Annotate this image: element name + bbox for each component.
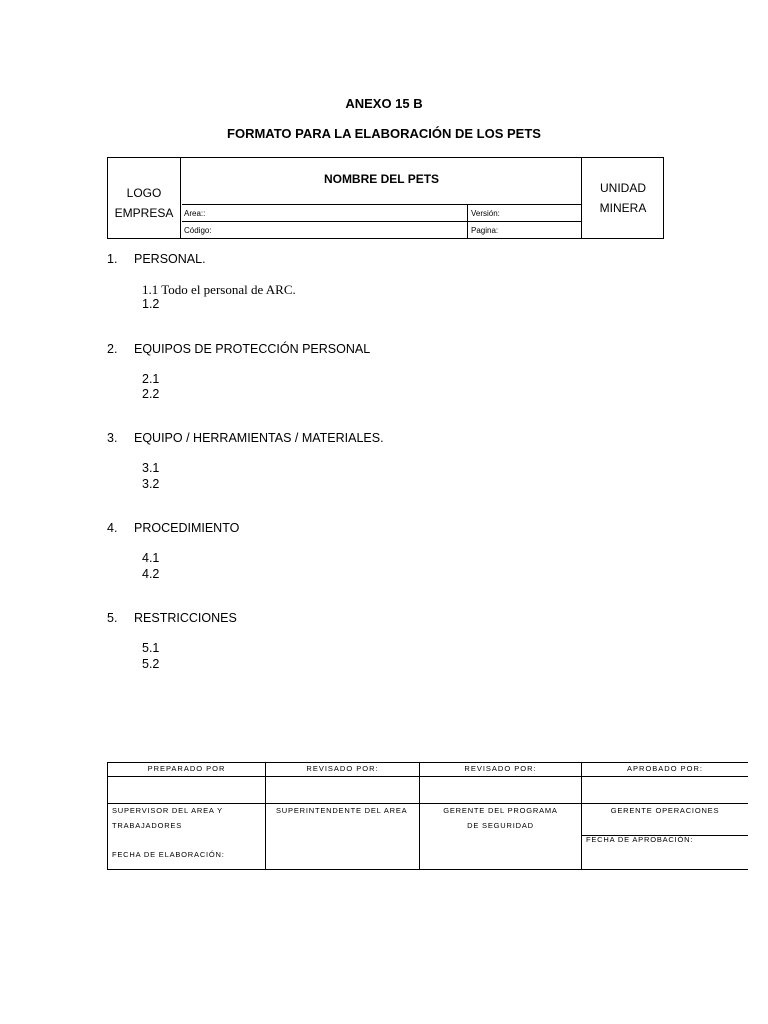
section-number: 2.: [107, 342, 118, 356]
unit-label: UNIDAD: [599, 181, 646, 195]
list-item: 4.2: [142, 567, 160, 581]
version-field: Versión:: [471, 209, 500, 218]
header-middle: [182, 158, 581, 238]
unit-cell: [581, 158, 664, 238]
section-label: PERSONAL.: [134, 252, 206, 266]
header-row-area: [182, 205, 581, 222]
list-item: 3.2: [142, 477, 160, 491]
approval-date: FECHA DE APROBACIÓN:: [586, 835, 694, 844]
list-item: 5.1: [142, 641, 160, 655]
reviewed-role-2a: GERENTE DEL PROGRAMA: [443, 806, 558, 815]
list-item: 1.1 Todo el personal de ARC.: [142, 282, 296, 297]
signature-table: [107, 762, 748, 870]
section-equipment: [0, 431, 768, 447]
section-number: 4.: [107, 521, 118, 535]
approved-role: GERENTE OPERACIONES: [610, 806, 720, 815]
reviewed-header-2: REVISADO POR:: [464, 764, 537, 773]
company-label: EMPRESA: [114, 206, 174, 220]
elaboration-date: FECHA DE ELABORACIÓN:: [112, 850, 225, 859]
list-item: 3.1: [142, 461, 160, 475]
prepared-column: [108, 763, 266, 869]
reviewed-role-1: SUPERINTENDENTE DEL AREA: [276, 806, 408, 815]
section-label: PROCEDIMIENTO: [134, 521, 240, 535]
section-number: 1.: [107, 252, 118, 266]
list-item: 4.1: [142, 551, 160, 565]
reviewed-role-2b: DE SEGURIDAD: [467, 821, 534, 830]
annex-title: ANEXO 15 B: [345, 96, 423, 111]
code-field: Código:: [182, 222, 468, 238]
header-table: [107, 157, 664, 239]
section-personal: [0, 252, 768, 268]
reviewed-header-1: REVISADO POR:: [306, 764, 379, 773]
reviewed-column-2: [420, 763, 582, 869]
section-number: 5.: [107, 611, 118, 625]
section-restrictions: [0, 611, 768, 627]
prepared-role-2: TRABAJADORES: [112, 821, 183, 830]
section-number: 3.: [107, 431, 118, 445]
approved-header: APROBADO POR:: [627, 764, 703, 773]
prepared-role-1: SUPERVISOR DEL AREA Y: [112, 806, 223, 815]
logo-label: LOGO: [126, 186, 162, 200]
section-label: RESTRICCIONES: [134, 611, 237, 625]
document-title: FORMATO PARA LA ELABORACIÓN DE LOS PETS: [227, 126, 541, 141]
page-field: Pagina:: [471, 226, 499, 235]
prepared-header: PREPARADO POR: [147, 764, 226, 773]
pets-name: NOMBRE DEL PETS: [182, 158, 581, 205]
section-label: EQUIPOS DE PROTECCIÓN PERSONAL: [134, 342, 371, 356]
area-field: Area::: [182, 205, 468, 221]
reviewed-column-1: [266, 763, 420, 869]
list-item: 2.2: [142, 387, 160, 401]
section-epp: [0, 342, 768, 358]
section-label: EQUIPO / HERRAMIENTAS / MATERIALES.: [134, 431, 384, 445]
approved-column: [582, 763, 748, 869]
list-item: 2.1: [142, 372, 160, 386]
list-item: 5.2: [142, 657, 160, 671]
mine-label: MINERA: [599, 201, 647, 215]
section-procedure: [0, 521, 768, 537]
logo-cell: [108, 158, 181, 238]
header-row-code: [182, 222, 581, 238]
list-item: 1.2: [142, 297, 160, 311]
